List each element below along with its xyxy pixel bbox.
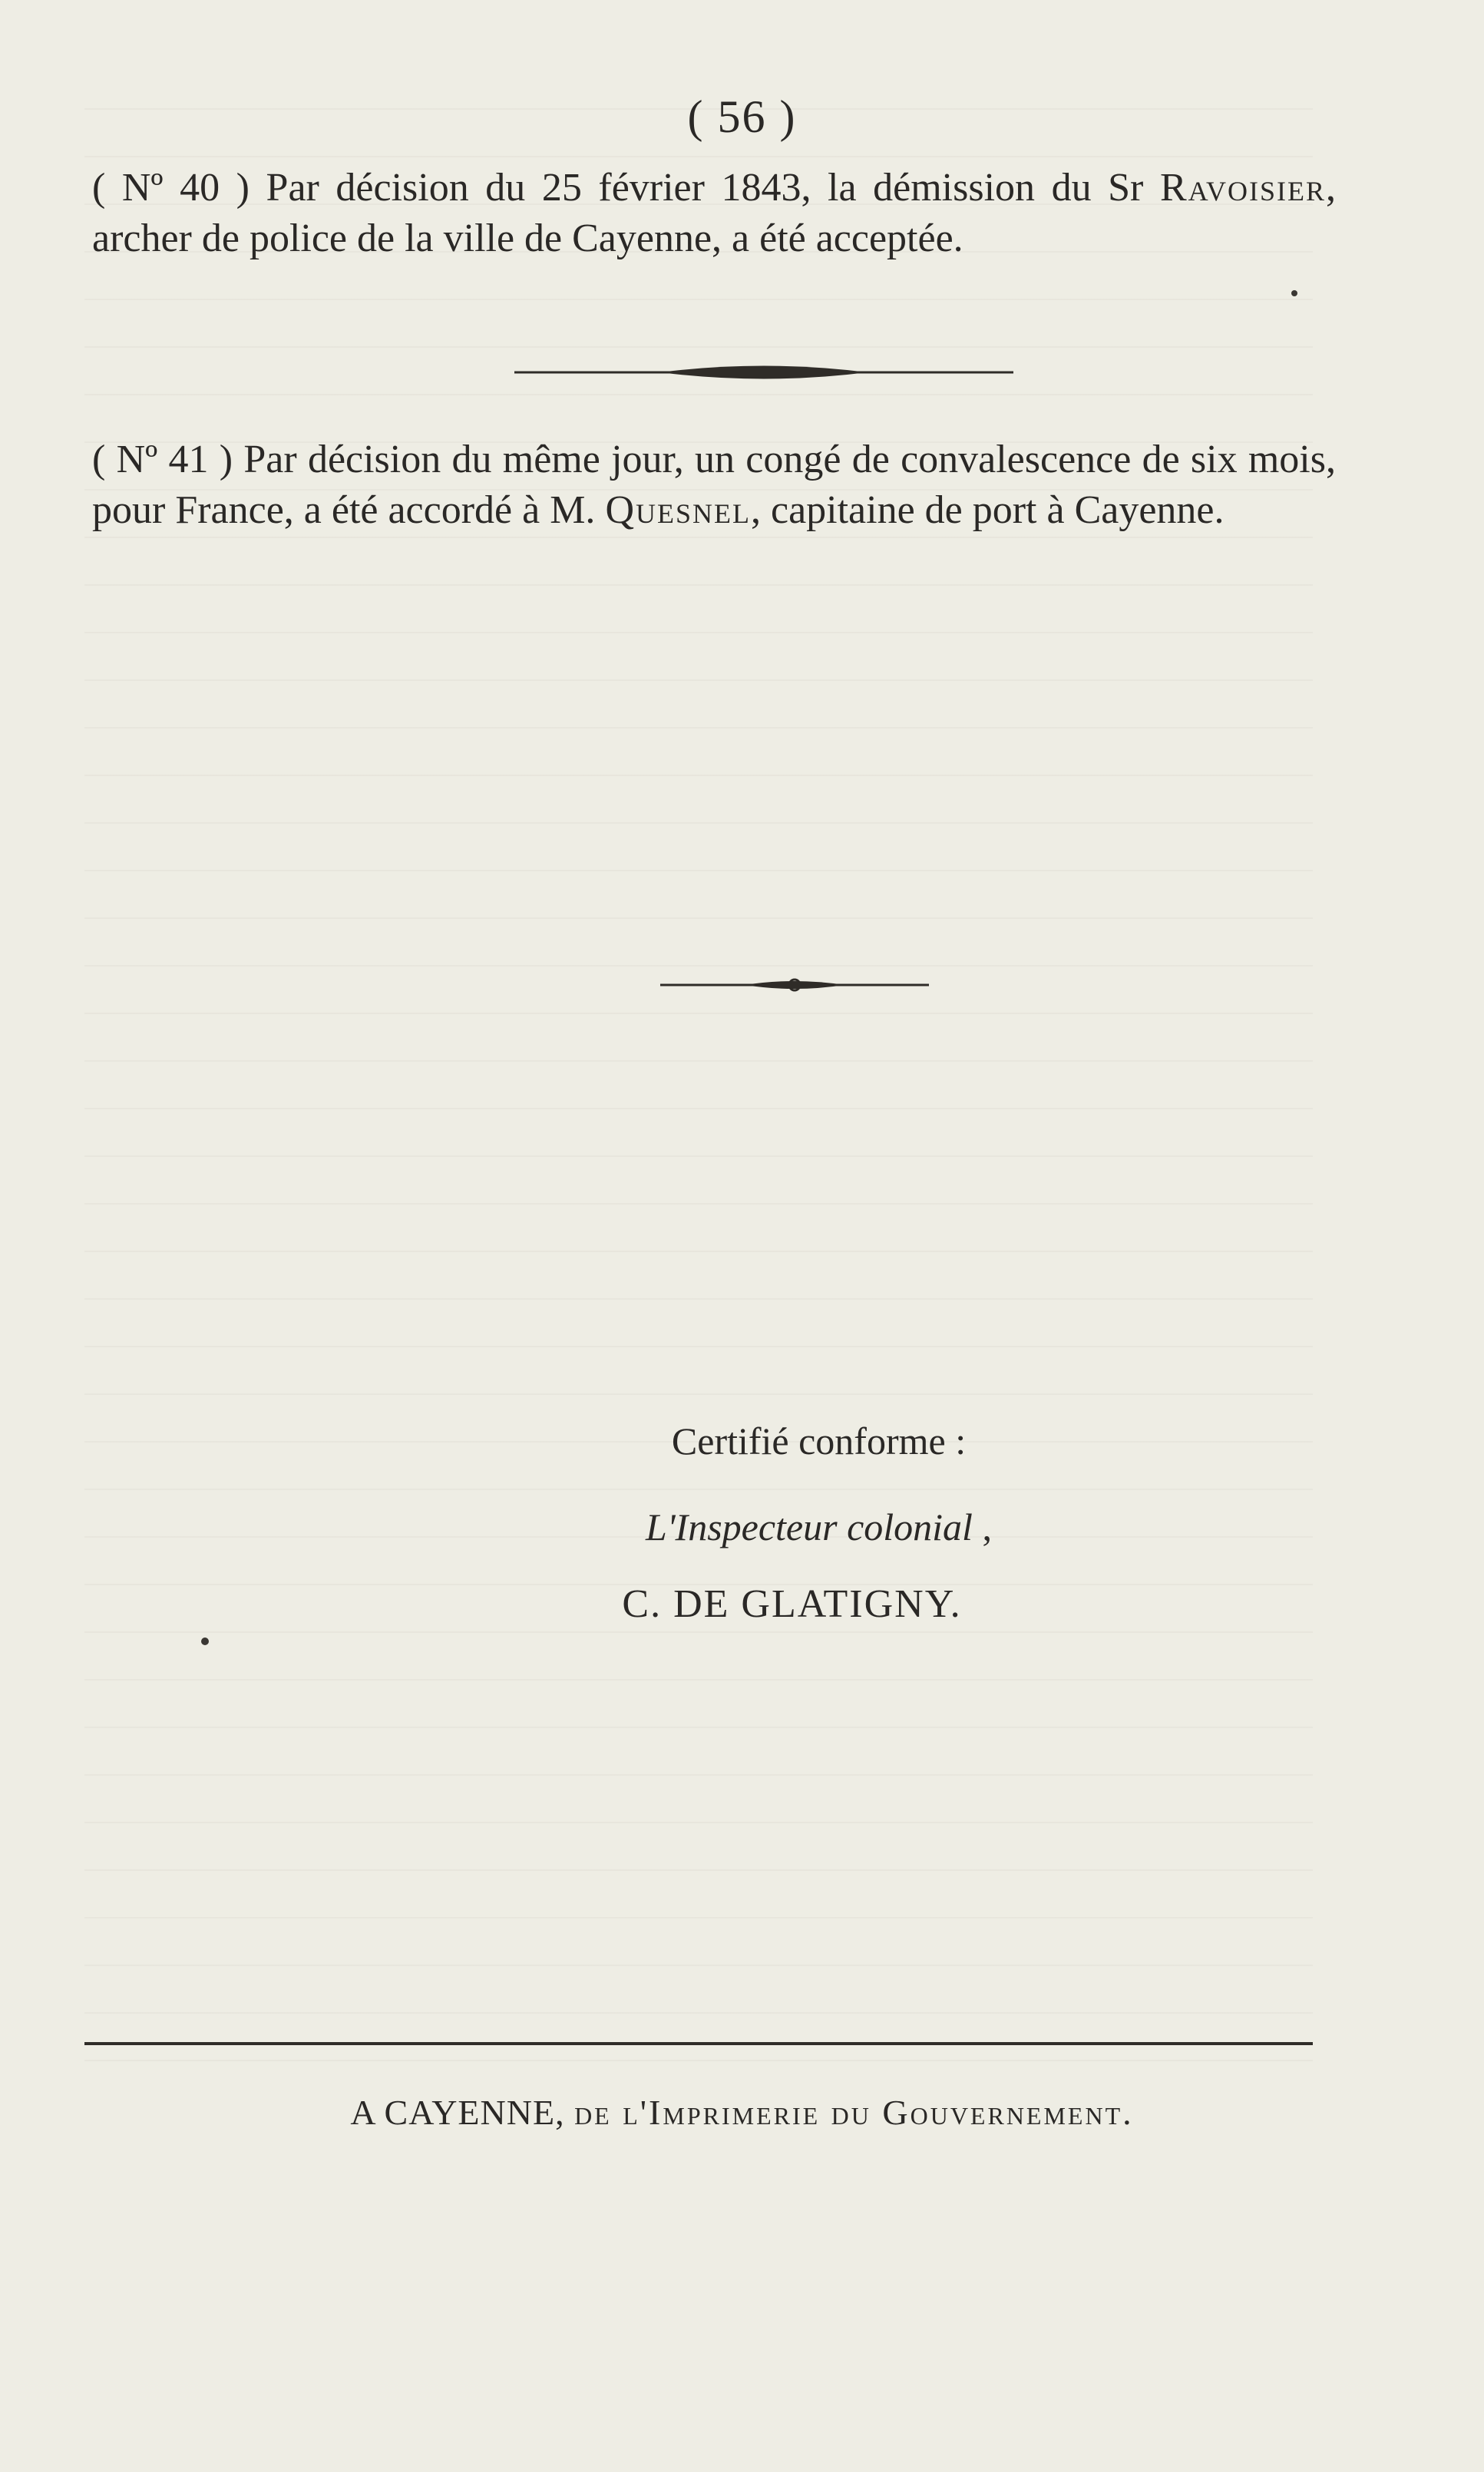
ink-speck [201,1638,209,1645]
title-abbrev: Sr [1108,166,1144,210]
entry-41 [92,435,1336,536]
imprint-separator: , [555,2093,575,2132]
entry-40 [92,163,1336,264]
fleuron-divider [514,361,1013,384]
person-name: Ravoisier [1159,166,1326,210]
ornament-rule [660,977,929,993]
signature: C. DE GLATIGNY. [622,1582,962,1626]
imprint-place: A CAYENNE [350,2093,556,2132]
imprint-printer: de l'Imprimerie du Gouvernement. [574,2093,1134,2132]
entry-text: Par décision du même jour, un congé de convalescence de six mois, pour France, a été accordé à M. [92,438,1336,532]
entry-number: ( Nº 41 ) [92,438,233,481]
page-number: ( 56 ) [687,91,797,142]
certification-role [0,1505,1484,1549]
bleed-through-texture [84,96,1313,2061]
inspector-title: L'Inspecteur colonial [646,1505,973,1548]
role-punctuation: , [972,1505,992,1548]
ink-speck [1291,290,1297,296]
entry-text: Par décision du 25 février 1843, la démission du [249,166,1109,210]
entry-number: ( Nº 40 ) [92,166,250,210]
imprint-line [0,2092,1484,2133]
bottom-rule [84,2042,1313,2045]
certification-heading: Certifié conforme : [671,1419,967,1462]
entry-text-continued: , archer de police de la ville de Cayenne, a été acceptée. [92,166,1336,260]
entry-text-continued: , capitaine de port à Cayenne. [750,488,1225,532]
person-name: Quesnel [605,488,751,532]
